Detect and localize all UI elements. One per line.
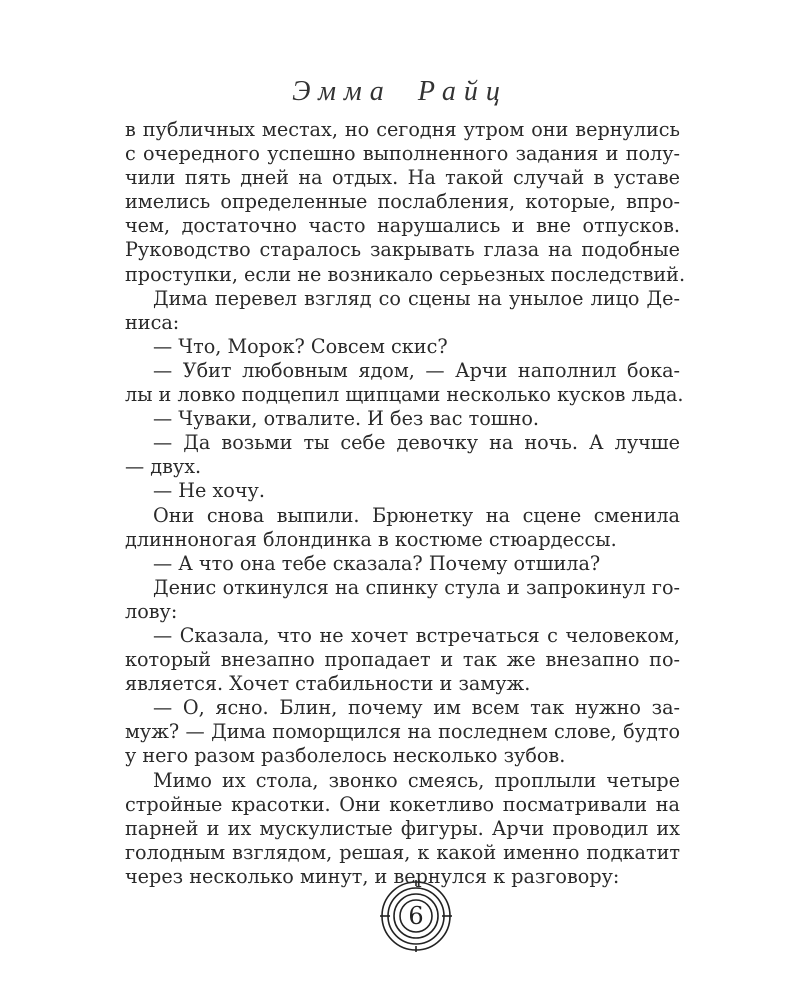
text-line: — А что она тебе сказала? Почему отшила? [153,551,601,575]
text-line: лову: [125,599,178,623]
text-line: — Да возьми ты себе девочку на ночь. А лучше [153,431,680,455]
author-first-name: Эмма [292,76,392,107]
text-line: — Не хочу. [153,479,265,503]
text-line: проступки, если не возникало серьезных последствий. [125,262,686,286]
author-last-name: Райц [417,76,508,107]
text-line: Дима перевел взгляд со сцены на унылое лицо Де- [153,286,680,310]
text-line: парней и их мускулистые фигуры. Арчи проводил их [125,816,680,840]
text-line: Денис откинулся на спинку стула и запрокинул го- [153,575,680,599]
page-number: 6 [408,902,424,930]
text-line: является. Хочет стабильности и замуж. [125,672,531,696]
text-line: ниса: [125,310,180,334]
page-number-target [380,880,452,952]
text-line: Они снова выпили. Брюнетку на сцене сменила [153,503,680,527]
text-line: — Сказала, что не хочет встречаться с человеком, [153,623,680,647]
text-line: чем, достаточно часто нарушались и вне отпусков. [125,214,680,238]
text-line: лы и ловко подцепил щипцами несколько кусков льда. [125,383,684,407]
text-line: имелись определенные послабления, которые, впро- [125,190,680,214]
text-line: у него разом разболелось несколько зубов. [125,744,566,768]
text-line: чили пять дней на отдых. На такой случай в уставе [125,166,680,190]
text-line: Руководство старалось закрывать глаза на подобные [125,238,680,262]
text-line: с очередного успешно выполненного задания и полу- [125,142,680,166]
text-line: голодным взглядом, решая, к какой именно подкатит [125,840,680,864]
text-line: через несколько минут, и вернулся к разговору: [125,864,620,888]
text-line: стройные красотки. Они кокетливо посматривали на [125,792,680,816]
text-line: — Чуваки, отвалите. И без вас тошно. [153,407,540,431]
body-text [125,118,686,889]
text-line: муж? — Дима поморщился на последнем слове, будто [125,720,680,744]
running-header [0,76,800,108]
text-line: — двух. [125,455,202,479]
text-line: в публичных местах, но сегодня утром они вернулись [125,118,680,141]
text-line: — Убит любовным ядом, — Арчи наполнил бока- [153,358,680,382]
text-line: — О, ясно. Блин, почему им всем так нужно за- [153,696,680,720]
text-line: — Что, Морок? Совсем скис? [153,334,448,358]
text-line: Мимо их стола, звонко смеясь, проплыли четыре [153,768,680,792]
text-line: длинноногая блондинка в костюме стюардессы. [125,527,617,551]
text-line: который внезапно пропадает и так же внезапно по- [125,648,680,672]
